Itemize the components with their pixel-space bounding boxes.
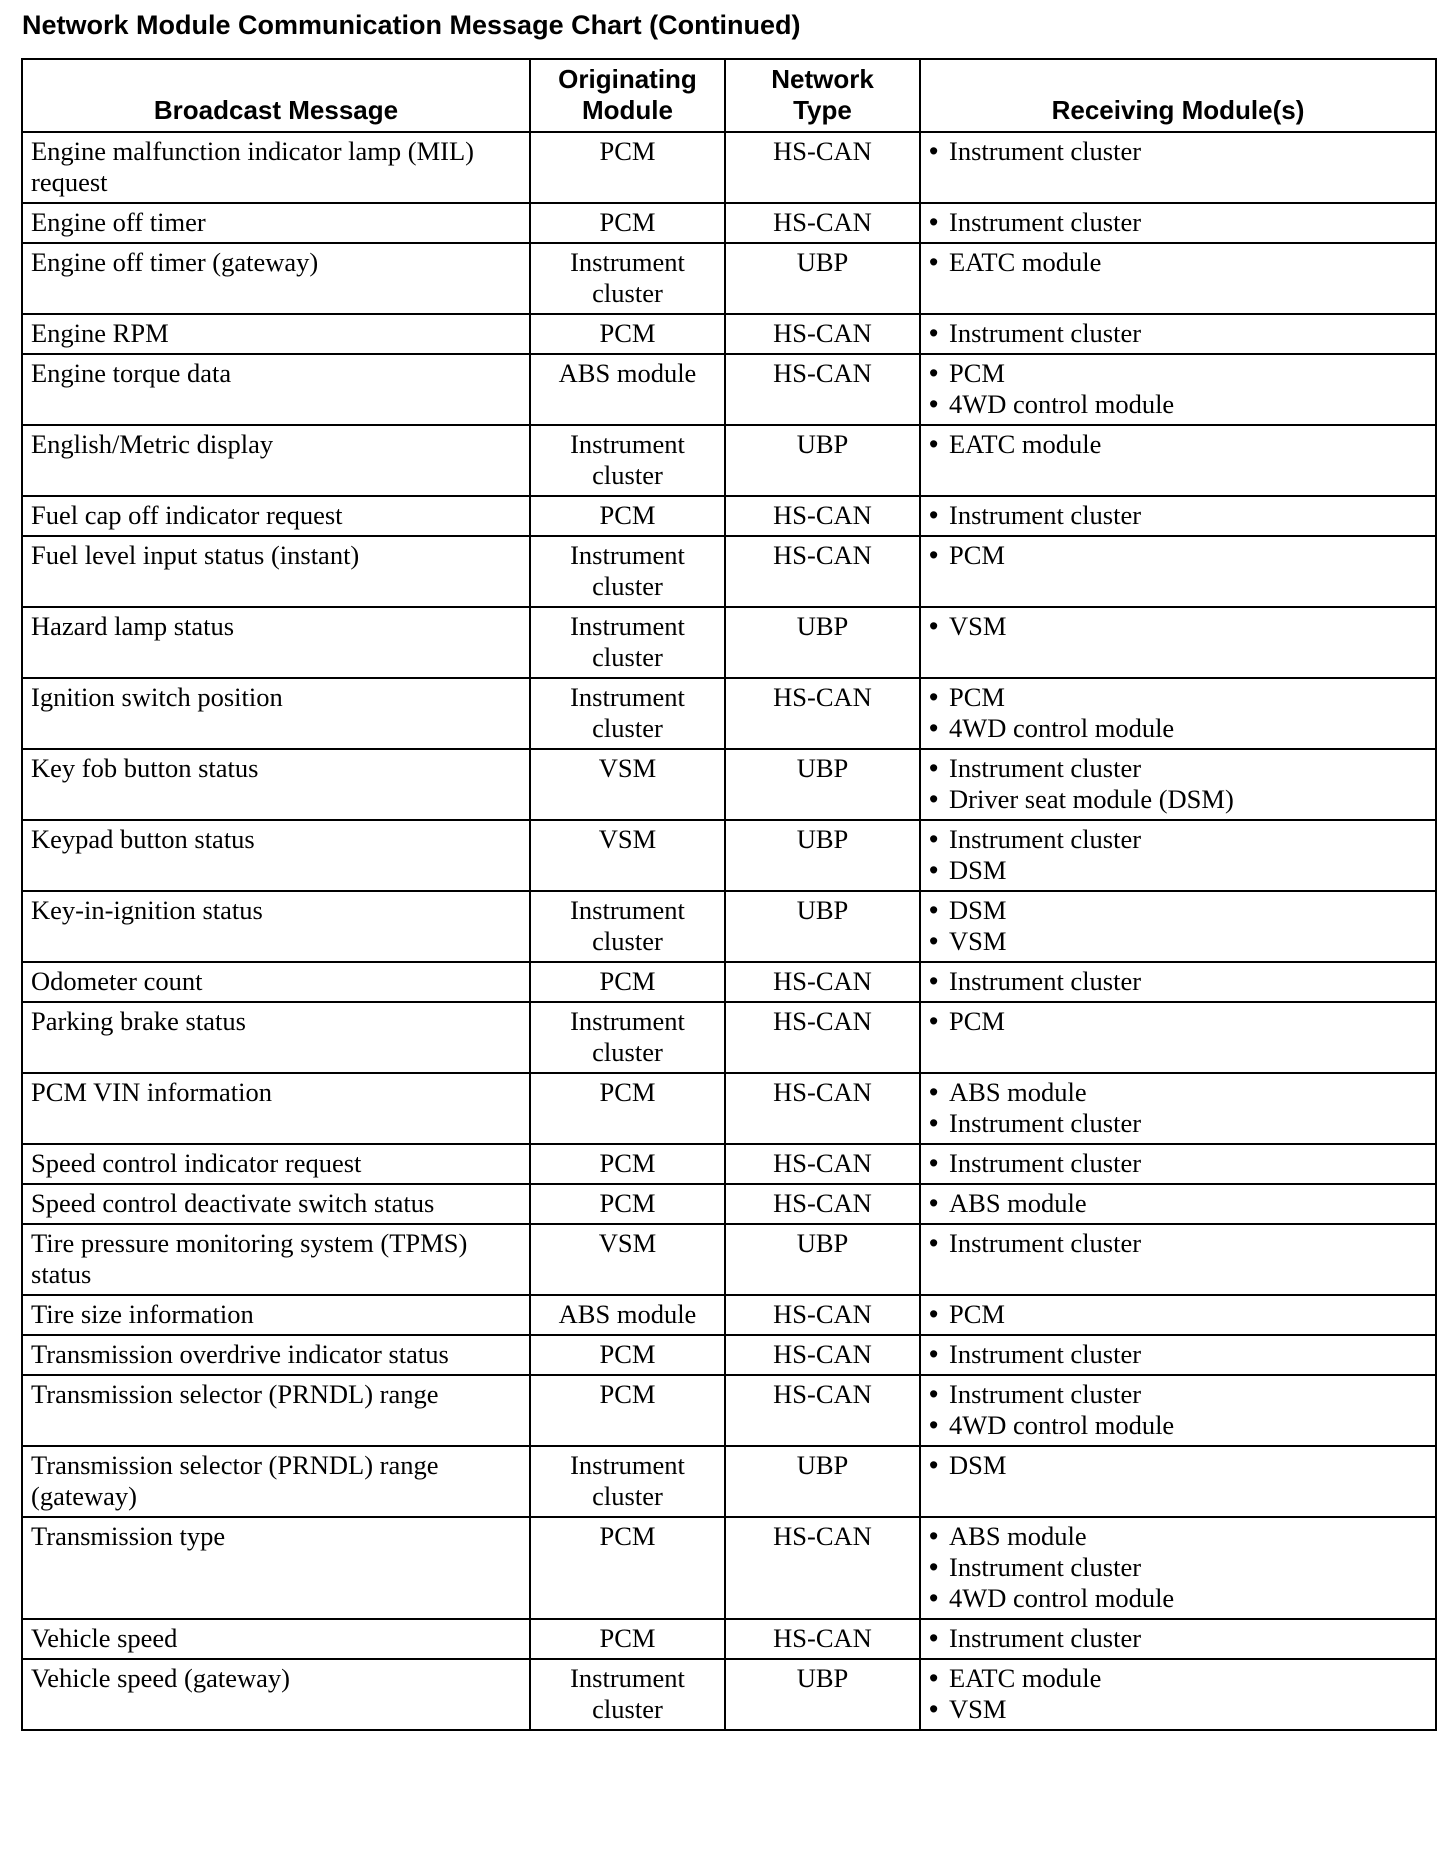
receiving-module-item: • Instrument cluster — [929, 824, 1427, 855]
broadcast-message-cell: Transmission selector (PRNDL) range (gateway) — [22, 1446, 530, 1517]
receiving-modules-list — [929, 247, 1427, 278]
receiving-module-item: • Instrument cluster — [929, 136, 1427, 167]
network-type-cell: UBP — [725, 749, 920, 820]
receiving-module-item: • VSM — [929, 1694, 1427, 1725]
receiving-modules-list — [929, 429, 1427, 460]
table-row — [22, 132, 1436, 203]
receiving-module-item: • PCM — [929, 682, 1427, 713]
receiving-module-item: • Instrument cluster — [929, 207, 1427, 238]
receiving-module-item: • Instrument cluster — [929, 753, 1427, 784]
receiving-modules-cell — [920, 1295, 1436, 1335]
originating-module-cell: Instrument cluster — [530, 425, 725, 496]
receiving-modules-cell — [920, 1517, 1436, 1619]
receiving-module-item: • Instrument cluster — [929, 318, 1427, 349]
receiving-module-item: • Instrument cluster — [929, 500, 1427, 531]
broadcast-message-cell: Ignition switch position — [22, 678, 530, 749]
network-type-cell: HS-CAN — [725, 1073, 920, 1144]
receiving-modules-cell — [920, 1619, 1436, 1659]
receiving-modules-list — [929, 500, 1427, 531]
network-type-cell: HS-CAN — [725, 1002, 920, 1073]
receiving-modules-list — [929, 1077, 1427, 1139]
receiving-modules-cell — [920, 1144, 1436, 1184]
receiving-modules-cell — [920, 820, 1436, 891]
receiving-modules-list — [929, 318, 1427, 349]
table-row — [22, 820, 1436, 891]
originating-module-cell: PCM — [530, 1335, 725, 1375]
header-row — [22, 59, 1436, 132]
network-type-cell: HS-CAN — [725, 1295, 920, 1335]
receiving-modules-list — [929, 1663, 1427, 1725]
originating-module-cell: PCM — [530, 1073, 725, 1144]
table-row — [22, 1375, 1436, 1446]
receiving-modules-cell — [920, 1375, 1436, 1446]
table-row — [22, 203, 1436, 243]
network-type-cell: HS-CAN — [725, 1184, 920, 1224]
page-title: Network Module Communication Message Chart (Continued) — [22, 10, 801, 40]
receiving-modules-list — [929, 1228, 1427, 1259]
network-type-cell: UBP — [725, 607, 920, 678]
header-network-type — [725, 59, 920, 132]
receiving-modules-list — [929, 1148, 1427, 1179]
table-row — [22, 1295, 1436, 1335]
originating-module-cell: ABS module — [530, 1295, 725, 1335]
receiving-modules-cell — [920, 203, 1436, 243]
receiving-module-item: • DSM — [929, 1450, 1427, 1481]
originating-module-cell: PCM — [530, 1619, 725, 1659]
receiving-module-item: • Instrument cluster — [929, 1552, 1427, 1583]
table-row — [22, 749, 1436, 820]
originating-module-cell: PCM — [530, 132, 725, 203]
receiving-module-item: • Instrument cluster — [929, 1339, 1427, 1370]
table-row — [22, 354, 1436, 425]
receiving-module-item: • Instrument cluster — [929, 966, 1427, 997]
receiving-modules-list — [929, 1339, 1427, 1370]
receiving-modules-cell — [920, 607, 1436, 678]
broadcast-message-cell: Parking brake status — [22, 1002, 530, 1073]
receiving-module-item: • Driver seat module (DSM) — [929, 784, 1427, 815]
receiving-modules-list — [929, 1299, 1427, 1330]
receiving-module-item: • Instrument cluster — [929, 1228, 1427, 1259]
network-type-cell: HS-CAN — [725, 203, 920, 243]
header-broadcast-message: Broadcast Message — [22, 59, 530, 132]
receiving-module-item: • 4WD control module — [929, 1583, 1427, 1614]
receiving-module-item: • Instrument cluster — [929, 1379, 1427, 1410]
receiving-module-item: • PCM — [929, 1006, 1427, 1037]
originating-module-cell: Instrument cluster — [530, 243, 725, 314]
broadcast-message-cell: English/Metric display — [22, 425, 530, 496]
receiving-modules-list — [929, 358, 1427, 420]
receiving-modules-list — [929, 207, 1427, 238]
table-row — [22, 1224, 1436, 1295]
network-type-cell: UBP — [725, 1659, 920, 1730]
network-type-cell: HS-CAN — [725, 354, 920, 425]
originating-module-cell: ABS module — [530, 354, 725, 425]
receiving-module-item: • 4WD control module — [929, 389, 1427, 420]
broadcast-message-cell: Fuel level input status (instant) — [22, 536, 530, 607]
broadcast-message-cell: Transmission selector (PRNDL) range — [22, 1375, 530, 1446]
receiving-module-item: • EATC module — [929, 247, 1427, 278]
table-row — [22, 1073, 1436, 1144]
table-row — [22, 425, 1436, 496]
network-type-cell: HS-CAN — [725, 678, 920, 749]
receiving-modules-list — [929, 1521, 1427, 1614]
broadcast-message-cell: Key fob button status — [22, 749, 530, 820]
originating-module-cell: PCM — [530, 1184, 725, 1224]
table-row — [22, 1659, 1436, 1730]
receiving-modules-cell — [920, 1335, 1436, 1375]
receiving-modules-list — [929, 611, 1427, 642]
receiving-modules-cell — [920, 496, 1436, 536]
receiving-modules-list — [929, 895, 1427, 957]
receiving-modules-cell — [920, 243, 1436, 314]
originating-module-cell: Instrument cluster — [530, 891, 725, 962]
header-receiving-modules: Receiving Module(s) — [920, 59, 1436, 132]
receiving-modules-list — [929, 966, 1427, 997]
receiving-modules-list — [929, 1006, 1427, 1037]
receiving-module-item: • PCM — [929, 540, 1427, 571]
originating-module-cell: PCM — [530, 496, 725, 536]
network-type-cell: UBP — [725, 425, 920, 496]
header-network-line1: Network — [771, 64, 874, 94]
message-chart-table — [21, 58, 1437, 1731]
receiving-modules-cell — [920, 1446, 1436, 1517]
originating-module-cell: Instrument cluster — [530, 536, 725, 607]
receiving-modules-cell — [920, 354, 1436, 425]
receiving-modules-list — [929, 136, 1427, 167]
broadcast-message-cell: Speed control indicator request — [22, 1144, 530, 1184]
originating-module-cell: PCM — [530, 314, 725, 354]
table-row — [22, 1517, 1436, 1619]
originating-module-cell: VSM — [530, 749, 725, 820]
network-type-cell: HS-CAN — [725, 1144, 920, 1184]
receiving-modules-cell — [920, 132, 1436, 203]
table-row — [22, 962, 1436, 1002]
network-type-cell: HS-CAN — [725, 132, 920, 203]
broadcast-message-cell: Engine off timer (gateway) — [22, 243, 530, 314]
originating-module-cell: PCM — [530, 1375, 725, 1446]
broadcast-message-cell: Tire pressure monitoring system (TPMS) status — [22, 1224, 530, 1295]
receiving-module-item: • Instrument cluster — [929, 1623, 1427, 1654]
broadcast-message-cell: Tire size information — [22, 1295, 530, 1335]
table-row — [22, 1144, 1436, 1184]
network-type-cell: HS-CAN — [725, 314, 920, 354]
receiving-modules-list — [929, 824, 1427, 886]
table-row — [22, 678, 1436, 749]
table-row — [22, 607, 1436, 678]
originating-module-cell: Instrument cluster — [530, 1446, 725, 1517]
network-type-cell: HS-CAN — [725, 1517, 920, 1619]
broadcast-message-cell: Transmission type — [22, 1517, 530, 1619]
originating-module-cell: PCM — [530, 1517, 725, 1619]
receiving-modules-list — [929, 753, 1427, 815]
receiving-modules-cell — [920, 1184, 1436, 1224]
broadcast-message-cell: Transmission overdrive indicator status — [22, 1335, 530, 1375]
receiving-modules-cell — [920, 749, 1436, 820]
network-type-cell: UBP — [725, 820, 920, 891]
receiving-module-item: • ABS module — [929, 1521, 1427, 1552]
originating-module-cell: Instrument cluster — [530, 607, 725, 678]
network-type-cell: UBP — [725, 243, 920, 314]
originating-module-cell: Instrument cluster — [530, 678, 725, 749]
receiving-modules-list — [929, 1188, 1427, 1219]
receiving-modules-cell — [920, 678, 1436, 749]
header-originating-module — [530, 59, 725, 132]
table-row — [22, 1335, 1436, 1375]
originating-module-cell: Instrument cluster — [530, 1659, 725, 1730]
receiving-modules-list — [929, 540, 1427, 571]
receiving-modules-cell — [920, 425, 1436, 496]
network-type-cell: HS-CAN — [725, 496, 920, 536]
receiving-module-item: • DSM — [929, 855, 1427, 886]
receiving-modules-cell — [920, 1073, 1436, 1144]
network-type-cell: UBP — [725, 891, 920, 962]
table-row — [22, 243, 1436, 314]
table-row — [22, 1184, 1436, 1224]
chart-body — [22, 132, 1436, 1730]
broadcast-message-cell: Vehicle speed — [22, 1619, 530, 1659]
header-network-line2: Type — [793, 95, 852, 125]
network-type-cell: UBP — [725, 1446, 920, 1517]
broadcast-message-cell: Hazard lamp status — [22, 607, 530, 678]
broadcast-message-cell: PCM VIN information — [22, 1073, 530, 1144]
receiving-modules-list — [929, 1379, 1427, 1441]
receiving-modules-cell — [920, 1659, 1436, 1730]
originating-module-cell: VSM — [530, 1224, 725, 1295]
table-row — [22, 1446, 1436, 1517]
broadcast-message-cell: Odometer count — [22, 962, 530, 1002]
table-row — [22, 314, 1436, 354]
header-originating-line1: Originating — [558, 64, 697, 94]
originating-module-cell: PCM — [530, 962, 725, 1002]
receiving-module-item: • ABS module — [929, 1077, 1427, 1108]
network-type-cell: HS-CAN — [725, 1619, 920, 1659]
broadcast-message-cell: Engine off timer — [22, 203, 530, 243]
receiving-module-item: • EATC module — [929, 429, 1427, 460]
receiving-modules-list — [929, 682, 1427, 744]
receiving-module-item: • 4WD control module — [929, 1410, 1427, 1441]
receiving-module-item: • VSM — [929, 926, 1427, 957]
broadcast-message-cell: Key-in-ignition status — [22, 891, 530, 962]
receiving-modules-cell — [920, 536, 1436, 607]
receiving-modules-list — [929, 1623, 1427, 1654]
network-type-cell: HS-CAN — [725, 536, 920, 607]
receiving-module-item: • DSM — [929, 895, 1427, 926]
originating-module-cell: VSM — [530, 820, 725, 891]
originating-module-cell: PCM — [530, 1144, 725, 1184]
broadcast-message-cell: Engine malfunction indicator lamp (MIL) request — [22, 132, 530, 203]
receiving-module-item: • EATC module — [929, 1663, 1427, 1694]
receiving-module-item: • PCM — [929, 1299, 1427, 1330]
receiving-modules-cell — [920, 314, 1436, 354]
table-row — [22, 1619, 1436, 1659]
broadcast-message-cell: Speed control deactivate switch status — [22, 1184, 530, 1224]
network-type-cell: HS-CAN — [725, 1375, 920, 1446]
receiving-modules-cell — [920, 891, 1436, 962]
broadcast-message-cell: Engine torque data — [22, 354, 530, 425]
receiving-module-item: • 4WD control module — [929, 713, 1427, 744]
table-row — [22, 1002, 1436, 1073]
originating-module-cell: PCM — [530, 203, 725, 243]
receiving-module-item: • Instrument cluster — [929, 1108, 1427, 1139]
receiving-modules-cell — [920, 962, 1436, 1002]
broadcast-message-cell: Keypad button status — [22, 820, 530, 891]
receiving-modules-list — [929, 1450, 1427, 1481]
receiving-modules-cell — [920, 1224, 1436, 1295]
network-type-cell: HS-CAN — [725, 1335, 920, 1375]
header-originating-line2: Module — [582, 95, 673, 125]
receiving-module-item: • VSM — [929, 611, 1427, 642]
network-type-cell: HS-CAN — [725, 962, 920, 1002]
broadcast-message-cell: Engine RPM — [22, 314, 530, 354]
table-row — [22, 496, 1436, 536]
broadcast-message-cell: Vehicle speed (gateway) — [22, 1659, 530, 1730]
originating-module-cell: Instrument cluster — [530, 1002, 725, 1073]
receiving-modules-cell — [920, 1002, 1436, 1073]
table-row — [22, 536, 1436, 607]
table-row — [22, 891, 1436, 962]
receiving-module-item: • PCM — [929, 358, 1427, 389]
network-type-cell: UBP — [725, 1224, 920, 1295]
receiving-module-item: • ABS module — [929, 1188, 1427, 1219]
receiving-module-item: • Instrument cluster — [929, 1148, 1427, 1179]
broadcast-message-cell: Fuel cap off indicator request — [22, 496, 530, 536]
